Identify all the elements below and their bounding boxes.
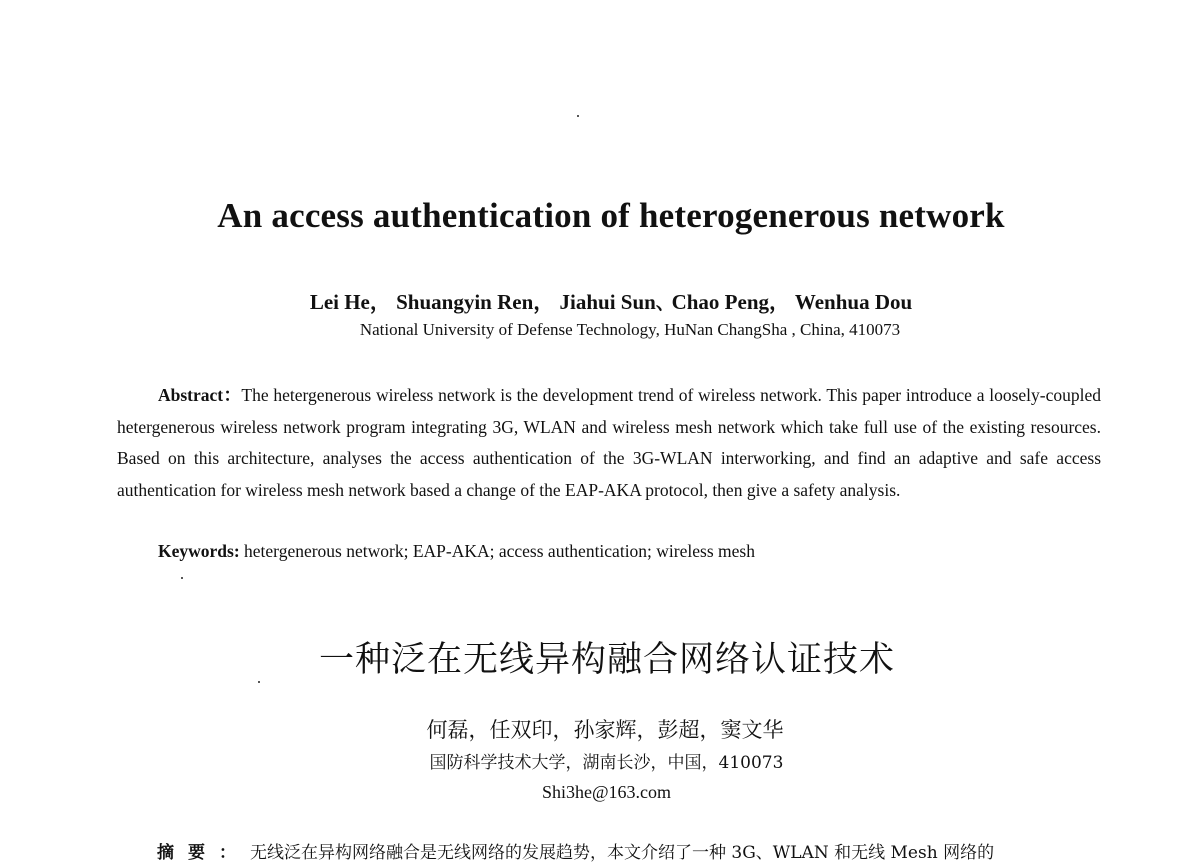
chinese-abstract-text: 无线泛在异构网络融合是无线网络的发展趋势，本文介绍了一种 3G、WLAN 和无线 Mesh 网络的 xyxy=(250,843,995,863)
scan-speck xyxy=(181,577,183,579)
english-keywords xyxy=(158,541,755,562)
english-affiliation: National University of Defense Technology, HuNan ChangSha , China, 410073 xyxy=(359,320,901,339)
chinese-affiliation: 国防科学技术大学，湖南长沙，中国，410073 xyxy=(429,753,784,773)
keywords-label: Keywords: xyxy=(158,541,240,561)
abstract-text: The hetergenerous wireless network is the development trend of wireless network. This paper introduce a loosely-coupled hetergenerous wireless network program integrating 3G, WLAN and wireless mesh network which take full use of the existing resources. Based on this architecture, analyses the access authentication of the 3G-WLAN interworking, and find an adaptive and safe access authentication for wireless mesh network based a change of the EAP-AKA protocol, then give a safety analysis. xyxy=(117,385,1102,500)
chinese-abstract xyxy=(157,838,1107,863)
chinese-authors: 何磊，任双印，孙家辉，彭超，窦文华 xyxy=(426,718,784,742)
keywords-text: hetergenerous network; EAP-AKA; access authentication; wireless mesh xyxy=(244,541,755,561)
english-abstract xyxy=(117,380,1101,506)
abstract-label: Abstract： xyxy=(158,385,242,405)
author-email: Shi3he@163.com xyxy=(541,782,672,802)
chinese-title: 一种泛在无线异构融合网络认证技术 xyxy=(318,640,895,680)
scan-speck xyxy=(577,115,579,117)
chinese-abstract-label: 摘要： xyxy=(157,843,250,863)
english-title: An access authentication of heterogenerous network xyxy=(217,196,1005,235)
english-authors: Lei He， Shuangyin Ren， Jiahui Sun､ Chao Peng， Wenhua Dou xyxy=(309,290,913,314)
